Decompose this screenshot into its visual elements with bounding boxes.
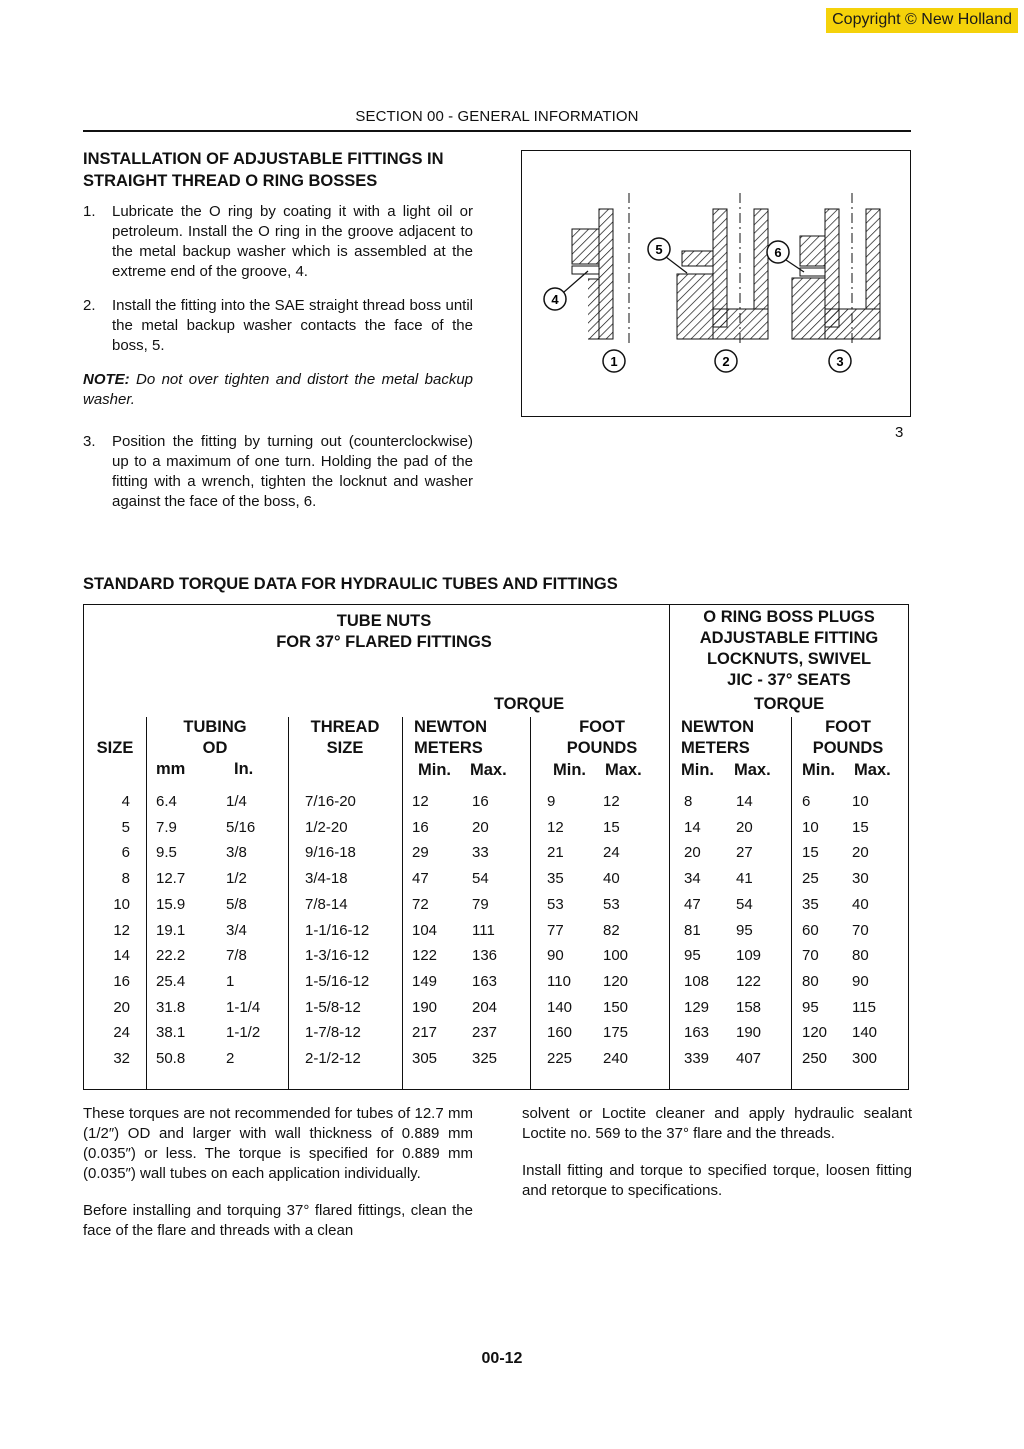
header-max: Max. — [605, 761, 642, 779]
cell-thread: 1-3/16-12 — [305, 947, 370, 965]
cell-oring_fp_max: 80 — [852, 947, 869, 965]
cell-oring_fp_min: 70 — [802, 947, 819, 965]
cell-mm: 12.7 — [156, 870, 186, 888]
cell-oring_fp_min: 15 — [802, 844, 819, 862]
cell-nm_min: 16 — [412, 818, 429, 836]
cell-fp_max: 82 — [603, 921, 620, 939]
cell-oring_fp_min: 95 — [802, 998, 819, 1016]
cell-fp_max: 53 — [603, 895, 620, 913]
cell-oring_nm_max: 158 — [736, 998, 762, 1016]
cell-oring_nm_max: 190 — [736, 1024, 762, 1042]
cell-fp_max: 12 — [603, 793, 620, 810]
cell-oring_nm_min: 339 — [684, 1050, 710, 1067]
fitting-3-drawing — [792, 193, 880, 346]
header-torque-left: TORQUE — [493, 695, 565, 713]
cell-oring_nm_max: 95 — [736, 921, 753, 939]
header-mm: mm — [156, 760, 186, 778]
cell-mm: 15.9 — [156, 895, 186, 913]
cell-fp_min: 35 — [547, 870, 564, 888]
table-divider — [146, 717, 147, 1089]
cell-fp_max: 240 — [603, 1050, 629, 1067]
torque-table — [83, 604, 909, 1090]
cell-nm_max: 237 — [472, 1024, 498, 1042]
cell-fp_min: 160 — [547, 1024, 573, 1042]
header-foot-pounds: FOOT POUNDS — [812, 718, 884, 757]
notes-left-column — [83, 1104, 473, 1241]
cell-oring_fp_max: 20 — [852, 844, 869, 862]
cell-nm_min: 12 — [412, 793, 429, 810]
cell-oring_fp_max: 90 — [852, 972, 869, 990]
cell-oring_fp_min: 35 — [802, 895, 819, 913]
cell-oring_nm_min: 34 — [684, 870, 701, 888]
cell-in: 5/16 — [226, 818, 256, 836]
header-max: Max. — [854, 761, 891, 779]
fitting-illustration — [521, 150, 911, 417]
header-tube-nuts: TUBE NUTS FOR 37° FLARED FITTINGS — [276, 612, 492, 651]
cell-nm_min: 104 — [412, 921, 438, 939]
cell-thread: 1-7/8-12 — [305, 1024, 361, 1042]
step-2 — [83, 296, 473, 356]
cell-size: 32 — [113, 1050, 130, 1067]
cell-fp_max: 150 — [603, 998, 629, 1016]
cell-thread: 1-5/8-12 — [305, 998, 361, 1016]
cell-nm_max: 111 — [472, 921, 495, 939]
cell-oring_nm_max: 41 — [736, 870, 753, 888]
header-foot-pounds: FOOT POUNDS — [566, 718, 638, 757]
cell-oring_nm_min: 47 — [684, 895, 701, 913]
step-text: Position the fitting by turning out (counterclockwise) up to a maximum of one turn. Holding the pad of the fitting with a wrench, tighten the locknut and washer against the face of the boss, 6. — [112, 433, 473, 510]
section-header: SECTION 00 - GENERAL INFORMATION — [355, 108, 639, 125]
callout-1: 1 — [610, 354, 618, 369]
cell-mm: 50.8 — [156, 1050, 186, 1067]
header-max: Max. — [734, 761, 771, 779]
cell-oring_nm_max: 54 — [736, 895, 753, 913]
cell-thread: 3/4-18 — [305, 870, 348, 888]
cell-oring_nm_max: 122 — [736, 972, 762, 990]
note-paragraph: Install fitting and torque to specified torque, loosen fitting and retorque to specifications. — [522, 1162, 912, 1199]
header-o-ring-boss: O RING BOSS PLUGS ADJUSTABLE FITTING LOCKNUTS, SWIVEL JIC - 37° SEATS — [699, 608, 879, 689]
cell-fp_min: 9 — [547, 793, 556, 810]
callout-6: 6 — [774, 245, 782, 260]
cell-nm_max: 136 — [472, 947, 498, 965]
step-text: Lubricate the O ring by coating it with a light oil or petroleum. Install the O ring in the groove adjacent to the metal backup washer which is assembled at the extreme end of the groove, 4. — [112, 203, 473, 280]
cell-fp_min: 140 — [547, 998, 573, 1016]
cell-thread: 7/16-20 — [305, 793, 356, 810]
note-text: Do not over tighten and distort the metal backup washer. — [83, 371, 474, 408]
cell-oring_fp_max: 300 — [852, 1050, 878, 1067]
callout-2: 2 — [722, 354, 730, 369]
header-torque-right: TORQUE — [753, 695, 825, 713]
cell-size: 5 — [121, 818, 130, 836]
cell-nm_max: 20 — [472, 818, 489, 836]
cell-in: 1/2 — [226, 870, 247, 888]
cell-oring_fp_min: 250 — [802, 1050, 828, 1067]
cell-size: 6 — [121, 844, 130, 862]
note-paragraph: solvent or Loctite cleaner and apply hydraulic sealant Loctite no. 569 to the 37° flare and the threads. — [522, 1105, 912, 1142]
cell-mm: 25.4 — [156, 972, 186, 990]
header-rule — [83, 130, 911, 132]
header-min: Min. — [553, 761, 586, 779]
cell-oring_nm_min: 81 — [684, 921, 701, 939]
step-number: 2. — [83, 297, 96, 314]
cell-oring_nm_min: 95 — [684, 947, 701, 965]
installation-heading: INSTALLATION OF ADJUSTABLE FITTINGS IN STRAIGHT THREAD O RING BOSSES — [83, 150, 444, 190]
cell-size: 8 — [121, 870, 130, 888]
cell-thread: 1/2-20 — [305, 818, 348, 836]
cell-oring_fp_max: 30 — [852, 870, 869, 888]
cell-oring_fp_max: 140 — [852, 1024, 878, 1042]
cell-fp_min: 110 — [547, 972, 571, 990]
header-tubing-od: TUBING OD — [183, 718, 247, 757]
cell-nm_max: 16 — [472, 793, 489, 810]
cell-oring_nm_min: 163 — [684, 1024, 710, 1042]
step-3 — [83, 432, 473, 512]
step-number: 3. — [83, 433, 96, 450]
cell-nm_min: 190 — [412, 998, 438, 1016]
page-number: 00-12 — [481, 1350, 523, 1367]
cell-oring_nm_max: 27 — [736, 844, 753, 862]
cell-oring_nm_max: 407 — [736, 1050, 762, 1067]
cell-in: 1-1/2 — [226, 1024, 261, 1042]
table-divider — [530, 717, 531, 1089]
cell-nm_max: 204 — [472, 998, 498, 1016]
cell-in: 7/8 — [226, 947, 247, 965]
cell-mm: 6.4 — [156, 793, 177, 810]
callout-4: 4 — [551, 292, 559, 307]
cell-mm: 38.1 — [156, 1024, 186, 1042]
note — [83, 370, 473, 410]
cell-fp_min: 225 — [547, 1050, 573, 1067]
cell-oring_fp_max: 40 — [852, 895, 869, 913]
cell-oring_fp_min: 120 — [802, 1024, 828, 1042]
notes-right-column — [522, 1104, 912, 1201]
cell-in: 2 — [226, 1050, 235, 1067]
cell-fp_max: 100 — [603, 947, 629, 965]
cell-in: 3/8 — [226, 844, 247, 862]
cell-fp_min: 77 — [547, 921, 564, 939]
cell-size: 20 — [113, 998, 130, 1016]
header-newton-meters: NEWTON METERS — [414, 718, 488, 757]
cell-thread: 9/16-18 — [305, 844, 356, 862]
note-paragraph: These torques are not recommended for tubes of 12.7 mm (1/2″) OD and larger with wall thickness of 0.889 mm (0.035″) or less. The torque is specified for 0.889 mm (0.035″) wall tubes on each application individually. — [83, 1105, 473, 1182]
cell-fp_max: 40 — [603, 870, 620, 888]
cell-oring_fp_max: 15 — [852, 818, 869, 836]
cell-nm_min: 305 — [412, 1050, 438, 1067]
cell-thread: 1-5/16-12 — [305, 972, 370, 990]
figure-number: 3 — [895, 424, 904, 441]
torque-table-title: STANDARD TORQUE DATA FOR HYDRAULIC TUBES AND FITTINGS — [83, 575, 618, 593]
cell-in: 1-1/4 — [226, 998, 261, 1016]
cell-in: 1 — [226, 972, 235, 990]
cell-nm_min: 122 — [412, 947, 438, 965]
cell-size: 16 — [113, 972, 130, 990]
step-1 — [83, 202, 473, 282]
installation-column — [83, 148, 473, 512]
cell-oring_nm_max: 109 — [736, 947, 762, 965]
cell-oring_nm_min: 14 — [684, 818, 701, 836]
cell-oring_fp_min: 25 — [802, 870, 819, 888]
cell-nm_min: 47 — [412, 870, 429, 888]
header-min: Min. — [802, 761, 835, 779]
cell-thread: 7/8-14 — [305, 895, 348, 913]
cell-oring_fp_max: 115 — [852, 998, 876, 1016]
cell-nm_min: 217 — [412, 1024, 438, 1042]
cell-fp_min: 21 — [547, 844, 564, 862]
header-min: Min. — [418, 761, 451, 779]
fitting-diagram — [522, 151, 910, 416]
cell-oring_nm_min: 129 — [684, 998, 710, 1016]
note-paragraph: Before installing and torquing 37° flared fittings, clean the face of the flare and threads with a clean — [83, 1202, 473, 1239]
cell-oring_nm_max: 14 — [736, 793, 753, 810]
cell-nm_max: 325 — [472, 1050, 498, 1067]
cell-fp_max: 175 — [603, 1024, 629, 1042]
step-text: Install the fitting into the SAE straight thread boss until the metal backup washer contacts the face of the boss, 5. — [112, 297, 473, 354]
header-size: SIZE — [96, 739, 134, 757]
cell-mm: 19.1 — [156, 921, 186, 939]
cell-in: 5/8 — [226, 895, 247, 913]
cell-fp_min: 90 — [547, 947, 564, 965]
cell-size: 14 — [113, 947, 130, 965]
cell-size: 24 — [113, 1024, 130, 1042]
header-in: In. — [234, 760, 254, 778]
cell-in: 1/4 — [226, 793, 247, 810]
cell-mm: 31.8 — [156, 998, 186, 1016]
header-thread-size: THREAD SIZE — [310, 718, 380, 757]
callout-3: 3 — [836, 354, 844, 369]
cell-fp_min: 53 — [547, 895, 564, 913]
callout-5: 5 — [655, 242, 663, 257]
cell-oring_nm_min: 108 — [684, 972, 710, 990]
note-label: NOTE: — [83, 371, 130, 388]
cell-fp_max: 24 — [603, 844, 620, 862]
cell-oring_fp_min: 10 — [802, 818, 819, 836]
table-divider — [402, 717, 403, 1089]
table-divider — [791, 717, 792, 1089]
cell-size: 4 — [121, 793, 130, 810]
header-max: Max. — [470, 761, 507, 779]
cell-fp_min: 12 — [547, 818, 564, 836]
fitting-1-drawing — [572, 193, 629, 346]
cell-nm_max: 79 — [472, 895, 489, 913]
cell-thread: 1-1/16-12 — [305, 921, 370, 939]
cell-oring_fp_min: 60 — [802, 921, 819, 939]
header-min: Min. — [681, 761, 714, 779]
cell-oring_fp_min: 80 — [802, 972, 819, 990]
cell-nm_max: 33 — [472, 844, 489, 862]
cell-mm: 22.2 — [156, 947, 186, 965]
cell-nm_min: 149 — [412, 972, 438, 990]
cell-size: 12 — [113, 921, 130, 939]
cell-size: 10 — [113, 895, 130, 913]
cell-oring_nm_min: 8 — [684, 793, 693, 810]
cell-oring_nm_max: 20 — [736, 818, 753, 836]
cell-nm_min: 29 — [412, 844, 429, 862]
cell-fp_max: 15 — [603, 818, 620, 836]
cell-oring_nm_min: 20 — [684, 844, 701, 862]
step-number: 1. — [83, 203, 96, 220]
cell-mm: 9.5 — [156, 844, 177, 862]
cell-mm: 7.9 — [156, 818, 177, 836]
cell-nm_max: 163 — [472, 972, 498, 990]
table-divider — [288, 717, 289, 1089]
header-newton-meters: NEWTON METERS — [681, 718, 755, 757]
copyright-badge: Copyright © New Holland — [826, 8, 1018, 33]
fitting-2-drawing — [677, 193, 768, 346]
cell-oring_fp_max: 10 — [852, 793, 869, 810]
cell-nm_max: 54 — [472, 870, 489, 888]
cell-oring_fp_max: 70 — [852, 921, 869, 939]
cell-oring_fp_min: 6 — [802, 793, 811, 810]
cell-fp_max: 120 — [603, 972, 629, 990]
cell-thread: 2-1/2-12 — [305, 1050, 361, 1067]
cell-in: 3/4 — [226, 921, 247, 939]
cell-nm_min: 72 — [412, 895, 429, 913]
